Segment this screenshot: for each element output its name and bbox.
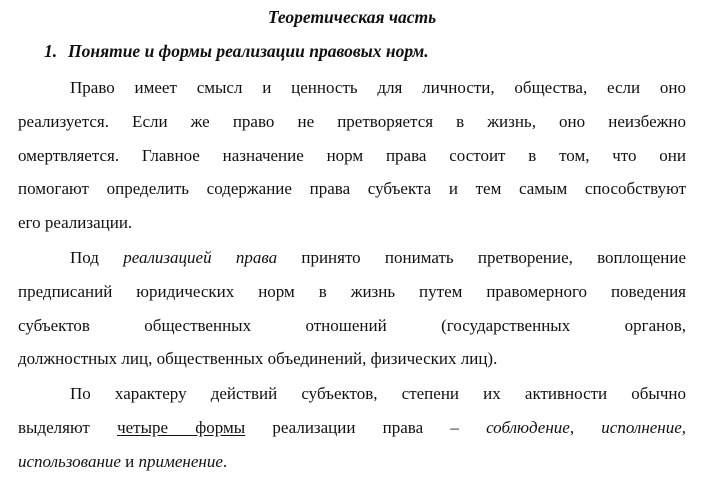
p3-text-a: выделяют (18, 418, 90, 437)
heading-number: 1. (44, 41, 58, 61)
term-observance: соблюдение (486, 418, 570, 437)
p1-line-2: реализуется. Если же право не претворяется в жизнь, оно неизбежно (18, 112, 686, 131)
p3-line-2 (18, 416, 686, 440)
p1-line-5: его реализации. (18, 213, 133, 232)
term-use: использование (18, 452, 121, 471)
underlined-four-forms: четыре формы (117, 418, 246, 437)
p2-line-3: субъектов общественных отношений (государственных органов, (18, 316, 686, 335)
p2-text-a: Под (70, 248, 99, 267)
p3-line-1: По характеру действий субъектов, степени их активности обычно (70, 384, 686, 403)
subsection-heading (44, 40, 429, 62)
term-execution: исполнение (601, 418, 682, 437)
term-application: применение (138, 452, 223, 471)
conjunction-and: и (125, 452, 135, 471)
final-period: . (222, 452, 228, 471)
p1-line-4: помогают определить содержание права субъекта и тем самым способствуют (18, 179, 686, 198)
p1-line-1: Право имеет смысл и ценность для личности, общества, если оно (70, 78, 686, 97)
section-title: Теоретическая часть (267, 7, 437, 27)
p3-text-b: реализации права – (272, 418, 459, 437)
p2-line-2: предписаний юридических норм в жизнь путем правомерного поведения (18, 282, 686, 301)
comma-1: , (569, 418, 575, 437)
term-realization: реализацией права (123, 248, 278, 267)
p3-line-3 (18, 450, 686, 474)
heading-text: Понятие и формы реализации правовых норм. (68, 41, 429, 61)
comma-2: , (681, 418, 687, 437)
p2-line-1 (70, 246, 686, 270)
p2-text-b: принято понимать претворение, воплощение (301, 248, 687, 267)
p2-line-4: должностных лиц, общественных объединений, физических лиц). (18, 349, 498, 368)
p1-line-3: омертвляется. Главное назначение норм права состоит в том, что они (18, 146, 686, 165)
